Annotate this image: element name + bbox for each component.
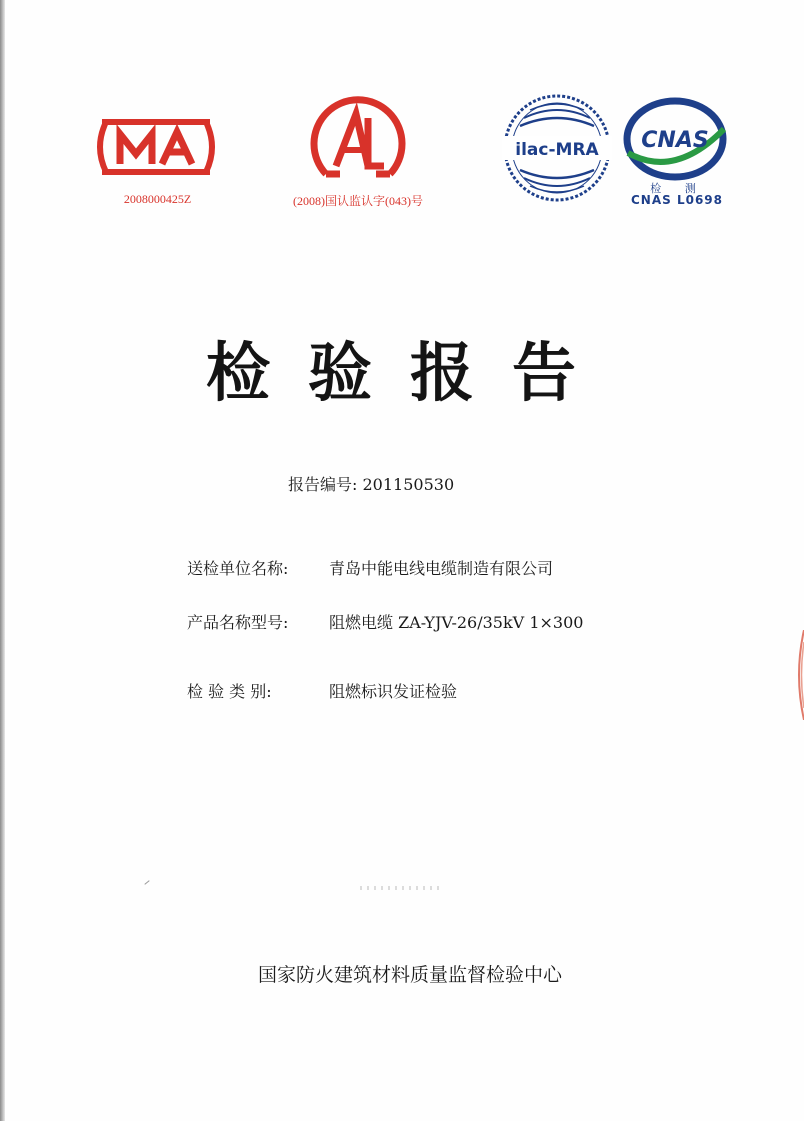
ilac-mra-logo [498,92,616,204]
seal-edge-mark [794,630,804,720]
client-row [187,556,553,579]
faint-stamp-trace [360,886,440,890]
cma-logo [92,112,220,182]
test-category-label: 检 验 类 别: [187,682,272,701]
client-label: 送检单位名称: [187,559,289,578]
page-title: 检验报告 [206,337,614,411]
report-number-line [288,472,454,495]
scan-edge-shadow [0,0,5,1121]
product-row [187,610,583,633]
report-number-label: 报告编号: [288,475,358,494]
cal-certificate-code: (2008)国认监认字(043)号 [293,194,423,208]
cnas-category: 检 测 [650,182,706,195]
report-number-value: 201150530 [362,475,455,494]
product-value: 阻燃电缆 ZA-YJV-26/35kV 1×300 [329,613,584,632]
scan-mark [144,880,149,885]
cnas-mark-text: CNAS [641,128,709,153]
product-label: 产品名称型号: [187,613,289,632]
cnas-logo [620,95,730,185]
cnas-accreditation-code: CNAS L0698 [630,193,723,207]
test-category-value: 阻燃标识发证检验 [329,682,458,701]
issuing-organization: 国家防火建筑材料质量监督检验中心 [257,964,562,986]
ilac-mark-text: ilac-MRA [515,140,599,160]
cal-logo [302,92,414,190]
cma-certificate-code: 2008000425Z [123,192,192,206]
client-value: 青岛中能电线电缆制造有限公司 [329,559,554,578]
test-category-row [187,679,457,702]
